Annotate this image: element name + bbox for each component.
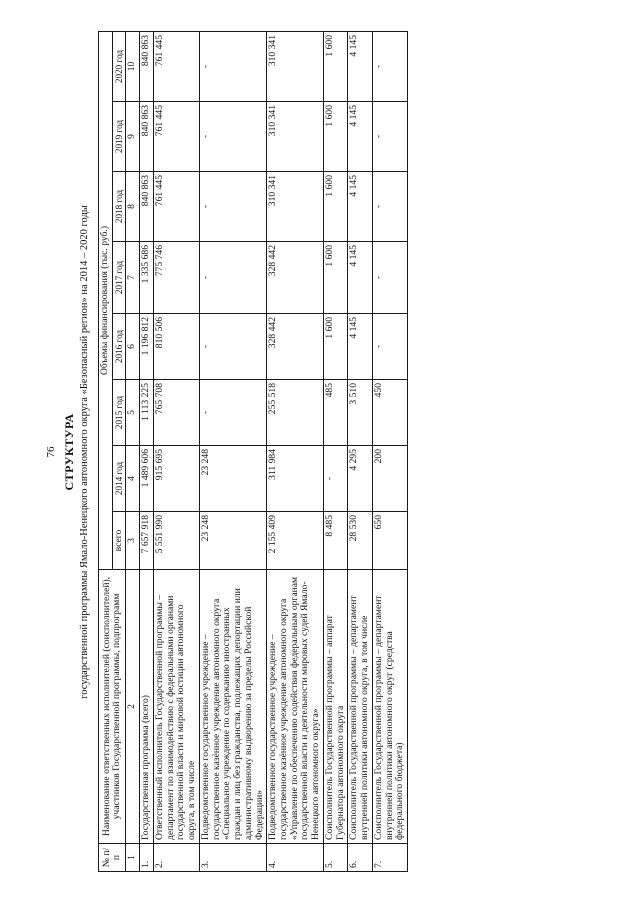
row-total: 5 551 990 — [153, 512, 199, 570]
col-number: 5 — [126, 380, 140, 446]
row-value: 4 145 — [348, 242, 372, 314]
header-year: 2019 год — [112, 102, 126, 172]
row-value: 1 113 225 — [140, 380, 154, 446]
header-total: всего — [112, 512, 126, 570]
row-total: 8 485 — [323, 512, 347, 570]
header-name: Наименование ответственных исполнителей (соисполнителей), участников Государственной программы, подпрограмм — [99, 570, 126, 844]
table-row — [153, 31, 199, 871]
row-value: 840 863 — [140, 172, 154, 242]
header-funding: Объемы финансирования (тыс. руб.) — [99, 31, 113, 569]
row-value: 1 600 — [323, 314, 347, 380]
row-value: 328 442 — [267, 314, 324, 380]
page-number: 76 — [45, 446, 57, 458]
row-value: 761 445 — [153, 102, 199, 172]
col-number: 6 — [126, 314, 140, 380]
row-value: 4 295 — [348, 446, 372, 512]
row-value: 1 600 — [323, 242, 347, 314]
header-year: 2020 год — [112, 31, 126, 101]
row-value: 310 341 — [267, 31, 324, 101]
row-value: 1 335 686 — [140, 242, 154, 314]
row-value: 1 196 812 — [140, 314, 154, 380]
row-value: - — [199, 102, 266, 172]
row-name: Соисполнитель Государственной программы – департамент внутренней политики автономного округа, в том числе — [348, 570, 372, 844]
table-row — [140, 31, 154, 871]
row-value: - — [199, 31, 266, 101]
row-name: Государственная программа (всего) — [140, 570, 154, 844]
rotated-content — [40, 26, 600, 878]
row-value: 775 746 — [153, 242, 199, 314]
row-value: 4 145 — [348, 314, 372, 380]
row-value: 840 863 — [140, 102, 154, 172]
table-row — [348, 31, 372, 871]
row-value: - — [372, 172, 407, 242]
row-value: - — [372, 242, 407, 314]
row-value: 761 445 — [153, 31, 199, 101]
header-year: 2015 год — [112, 380, 126, 446]
row-total: 650 — [372, 512, 407, 570]
structure-table — [98, 31, 408, 872]
col-number: 8 — [126, 172, 140, 242]
row-value: 485 — [323, 380, 347, 446]
col-number: 3 — [126, 512, 140, 570]
row-num: 1. — [140, 844, 154, 872]
row-value: - — [199, 314, 266, 380]
header-year: 2016 год — [112, 314, 126, 380]
row-total: 23 248 — [199, 512, 266, 570]
header-year: 2014 год — [112, 446, 126, 512]
row-value: 255 518 — [267, 380, 324, 446]
row-total: 2 155 409 — [267, 512, 324, 570]
row-value: 4 145 — [348, 102, 372, 172]
table-row — [372, 31, 407, 871]
row-name: Соисполнитель Государственной программы – аппарат Губернатора автономного округа — [323, 570, 347, 844]
col-number: 10 — [126, 31, 140, 101]
row-value: 840 863 — [140, 31, 154, 101]
row-name: Ответственный исполнитель Государственной программы – департамент по взаимодействию с федеральными органами государственной власти и мировой юстиции автономного округа, в том числе — [153, 570, 199, 844]
row-value: 1 600 — [323, 172, 347, 242]
col-number: 2 — [126, 570, 140, 844]
row-num: 6. — [348, 844, 372, 872]
row-name: Соисполнитель Государственной программы – департамент внутренней политики автономного округ (средства федерального бюджета) — [372, 570, 407, 844]
row-num: 4. — [267, 844, 324, 872]
table-row — [323, 31, 347, 871]
row-value: 23 248 — [199, 446, 266, 512]
row-value: 1 489 606 — [140, 446, 154, 512]
document-title: СТРУКТУРА — [62, 413, 76, 491]
row-value: 915 695 — [153, 446, 199, 512]
row-value: 1 600 — [323, 102, 347, 172]
row-total: 28 530 — [348, 512, 372, 570]
row-value: 765 708 — [153, 380, 199, 446]
row-value: 761 445 — [153, 172, 199, 242]
row-name: Подведомственное государственное учреждение – государственное казённое учреждение автономного округа «Управление по обеспечению содействия федеральным органам государственной власти и деятельности мировых судей Ямало-Ненецкого автономного округа» — [267, 570, 324, 844]
row-value: 4 145 — [348, 172, 372, 242]
row-value: - — [372, 31, 407, 101]
row-value: - — [372, 102, 407, 172]
row-value: 810 506 — [153, 314, 199, 380]
row-value: 310 341 — [267, 102, 324, 172]
row-num: 2. — [153, 844, 199, 872]
row-value: 200 — [372, 446, 407, 512]
row-value: 1 600 — [323, 31, 347, 101]
document-subtitle: государственной программы Ямало-Ненецкого автономного округа «Безопасный регион» на 2014 – 2020 годы — [79, 205, 90, 699]
row-total: 7 657 918 — [140, 512, 154, 570]
row-value: - — [199, 242, 266, 314]
row-value: 3 510 — [348, 380, 372, 446]
col-number: 4 — [126, 446, 140, 512]
column-number-row — [126, 31, 140, 871]
row-value: - — [199, 380, 266, 446]
col-number: 7 — [126, 242, 140, 314]
row-value: - — [323, 446, 347, 512]
row-value: 450 — [372, 380, 407, 446]
header-year: 2017 год — [112, 242, 126, 314]
col-number: 1 — [126, 844, 140, 872]
row-value: 311 984 — [267, 446, 324, 512]
row-value: - — [199, 172, 266, 242]
header-year: 2018 год — [112, 172, 126, 242]
row-value: 310 341 — [267, 172, 324, 242]
row-name: Подведомственное государственное учреждение – государственное казённое учреждение автономного округа «Специальное учреждение по содержанию иностранных граждан и лиц без гражданства, подлежащих депортации или административному выдворению за пределы Российской Федерации» — [199, 570, 266, 844]
table-header-row-1 — [99, 31, 113, 871]
table-row — [267, 31, 324, 871]
row-value: - — [372, 314, 407, 380]
table-row — [199, 31, 266, 871]
row-num: 5. — [323, 844, 347, 872]
header-num: № п/п — [99, 844, 126, 872]
row-num: 3. — [199, 844, 266, 872]
row-value: 328 442 — [267, 242, 324, 314]
row-num: 7. — [372, 844, 407, 872]
row-value: 4 145 — [348, 31, 372, 101]
col-number: 9 — [126, 102, 140, 172]
